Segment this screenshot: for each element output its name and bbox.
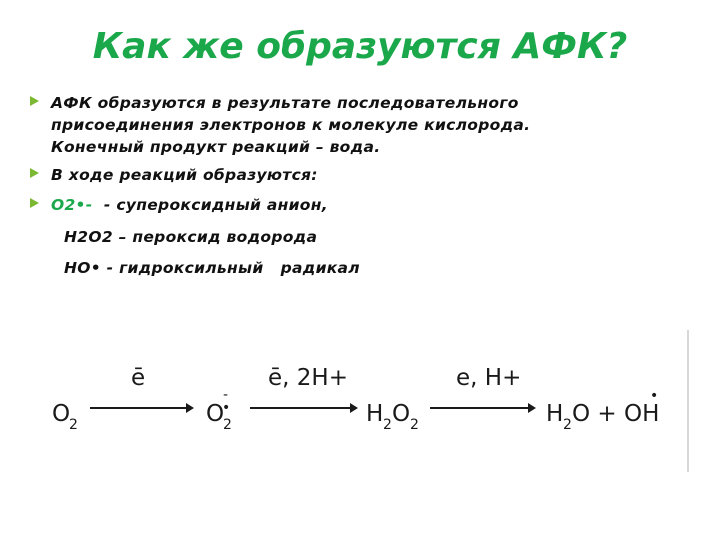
h2o2-h: H	[366, 401, 384, 427]
reaction-scheme-svg	[36, 330, 687, 472]
superoxide-term	[51, 196, 328, 214]
arrow2-label: ē, 2H+	[268, 365, 348, 391]
bullet-text: В ходе реакций образуются:	[51, 166, 318, 184]
bullet-text	[51, 194, 328, 216]
bullet-line: присоединения электронов к молекуле кислорода.	[51, 116, 531, 134]
triangle-bullet-icon	[30, 198, 39, 208]
o2-subscript: 2	[69, 417, 78, 433]
hydroxyl-radical-dot: •	[650, 388, 659, 404]
hydroxyl-line: НО• - гидроксильный радикал	[64, 259, 360, 277]
bullet-line: АФК образуются в результате последовательного	[51, 94, 519, 112]
triangle-bullet-icon	[30, 168, 39, 178]
arrow1-label: ē	[131, 365, 146, 391]
water-rest: O + OH	[572, 401, 660, 427]
superoxide-formula: О2•-	[51, 196, 93, 214]
triangle-bullet-icon	[30, 96, 39, 106]
bullet-line: Конечный продукт реакций – вода.	[51, 138, 381, 156]
bullet-item-superoxide	[30, 194, 328, 216]
arrow3-head-icon	[528, 403, 536, 413]
superoxide-charge: -	[223, 387, 229, 403]
o2-label: O	[52, 401, 71, 427]
water-subscript: 2	[563, 417, 572, 433]
superoxide-label: O	[206, 401, 225, 427]
superoxide-subscript: 2	[223, 417, 232, 433]
h2o2-o: O	[392, 401, 411, 427]
h2o2-sub1: 2	[383, 417, 392, 433]
peroxide-line: Н2О2 – пероксид водорода	[64, 228, 318, 246]
superoxide-description: - супероксидный анион,	[92, 196, 328, 214]
arrow1-head-icon	[186, 403, 194, 413]
bullet-item-products	[30, 164, 318, 186]
arrow2-head-icon	[350, 403, 358, 413]
water-h: H	[546, 401, 564, 427]
reaction-scheme-image	[36, 330, 689, 472]
superoxide-dot: •	[222, 400, 231, 416]
slide-title: Как же образуются АФК?	[92, 26, 628, 67]
arrow3-label: e, H+	[456, 365, 522, 391]
bullet-item-formation	[30, 92, 530, 158]
bullet-text	[51, 92, 530, 158]
h2o2-sub2: 2	[410, 417, 419, 433]
